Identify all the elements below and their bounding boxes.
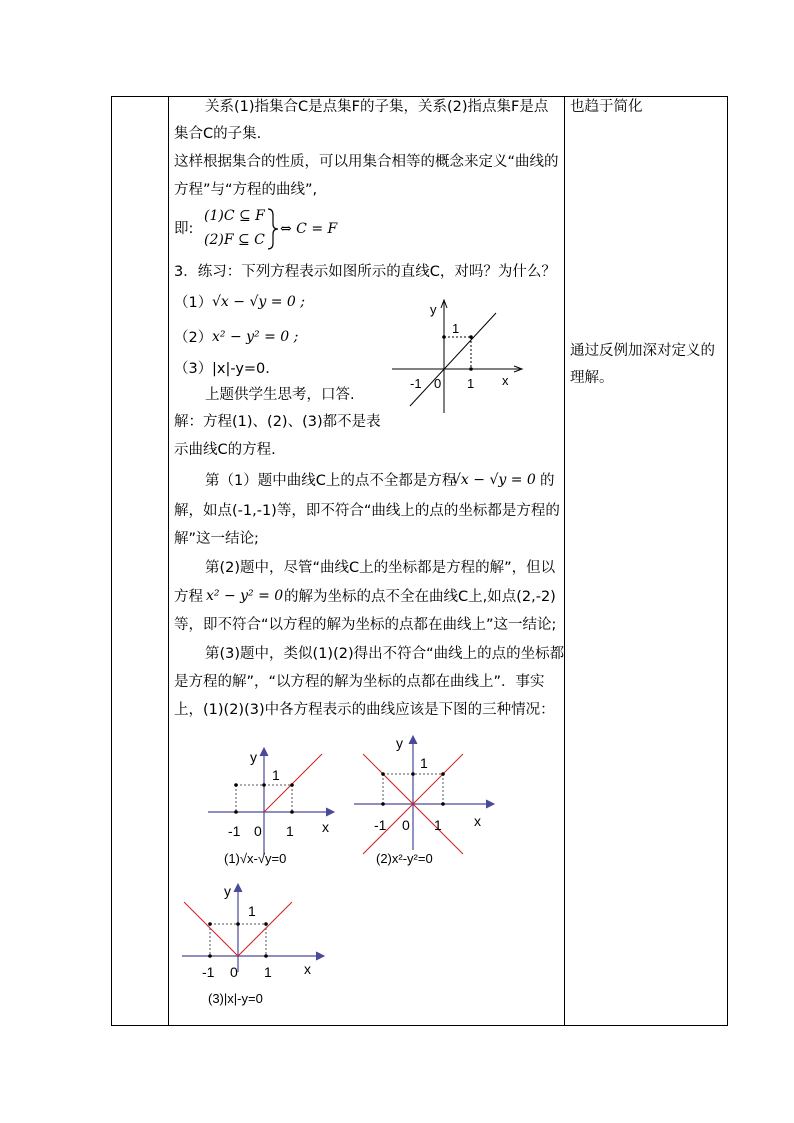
equation-1: √x − √y = 0 ; (212, 294, 305, 310)
axis-label-y: y (430, 302, 437, 317)
tick-label: 1 (248, 903, 256, 919)
paragraph-line: 解，如点(-1,-1)等，即不符合“曲线上的点的坐标都是方程的 (174, 503, 560, 519)
relation-1: (1)C ⊆ F (204, 208, 265, 224)
tick-label: -1 (228, 823, 241, 839)
graph-3 (176, 876, 336, 1011)
graph-caption: (2)x²-y²=0 (376, 851, 433, 866)
tick-label: -1 (410, 376, 422, 391)
tick-label: 0 (402, 817, 410, 833)
side-note: 通过反例加深对定义的理解。 (570, 343, 715, 386)
paragraph-line: 第(3)题中，类似(1)(2)得出不符合“曲线上的点的坐标都 (205, 646, 565, 662)
paragraph-line: 关系(1)指集合C是点集F的子集，关系(2)指点集F是点 (205, 99, 549, 115)
equation-number: （3） (174, 361, 213, 377)
equation-2: x² − y² = 0 ; (212, 329, 299, 345)
paragraph-line: 上题供学生思考，口答. (205, 387, 355, 403)
tick-label: 1 (272, 767, 280, 783)
tick-label: 0 (434, 376, 442, 391)
relation-result: ⇔ C = F (280, 221, 338, 237)
inline-equation: x² − y² = 0 (206, 588, 284, 604)
paragraph-line: 解：方程(1)、(2)、(3)都不是表 (174, 414, 381, 430)
tick-label: 1 (467, 376, 475, 391)
paragraph-line: 方程”与“方程的曲线”, (174, 182, 318, 198)
axis-label-x: x (304, 961, 311, 977)
equation-3: |x|-y=0. (212, 361, 270, 377)
exercise-graph (388, 296, 528, 416)
axis-label-x: x (322, 819, 329, 835)
tick-label: 1 (286, 823, 294, 839)
graph-1 (200, 740, 350, 870)
paragraph-line: 是方程的解”，“以方程的解为坐标的点都在曲线上”．事实 (174, 674, 545, 690)
column-divider-2 (564, 97, 565, 1025)
axis-label-x: x (474, 813, 481, 829)
right-brace (266, 207, 280, 251)
paragraph-line: 第(2)题中，尽管“曲线C上的坐标都是方程的解”，但以 (205, 560, 556, 576)
axis-label-x: x (502, 373, 509, 388)
paragraph-line: 方程 (174, 589, 203, 605)
paragraph-line: 的 (540, 473, 555, 489)
axis-label-y: y (250, 749, 257, 765)
column-divider-1 (168, 97, 169, 1025)
equation-number: （2） (174, 330, 213, 346)
tick-label: 1 (420, 755, 428, 771)
graph-caption: (3)|x|-y=0 (208, 991, 263, 1006)
paragraph-line: 等，即不符合“以方程的解为坐标的点都在曲线上”这一结论; (174, 617, 557, 633)
tick-label: 0 (254, 823, 262, 839)
exercise-title: 3．练习：下列方程表示如图所示的直线C，对吗？为什么？ (174, 264, 556, 280)
paragraph-line: 上，(1)(2)(3)中各方程表示的曲线应该是下图的三种情况： (174, 702, 555, 718)
tick-label: 1 (264, 964, 272, 980)
tick-label: -1 (374, 817, 387, 833)
tick-label: -1 (202, 964, 215, 980)
paragraph-line: 集合C的子集. (174, 126, 262, 142)
graph-caption: (1)√x-√y=0 (224, 851, 287, 866)
paragraph-line: 的解为坐标的点不全在曲线C上,如点(2,-2) (284, 589, 556, 605)
axis-label-y: y (224, 883, 231, 899)
axis-label-y: y (396, 735, 403, 751)
paragraph-line: 这样根据集合的性质，可以用集合相等的概念来定义“曲线的 (174, 154, 559, 170)
tick-label: 1 (452, 321, 460, 336)
tick-label: 1 (434, 817, 442, 833)
equation-number: （1） (174, 295, 213, 311)
paragraph-line: 示曲线C的方程. (174, 442, 276, 458)
relation-2: (2)F ⊆ C (204, 232, 265, 248)
inline-equation: √x − √y = 0 (452, 472, 536, 488)
side-note: 也趋于简化 (570, 99, 643, 115)
paragraph-line: 第（1）题中曲线C上的点不全都是方程 (205, 473, 457, 489)
tick-label: 0 (230, 964, 238, 980)
paragraph-line: 解”这一结论; (174, 531, 259, 547)
ji-label: 即: (174, 221, 194, 237)
graph-2 (350, 730, 500, 870)
